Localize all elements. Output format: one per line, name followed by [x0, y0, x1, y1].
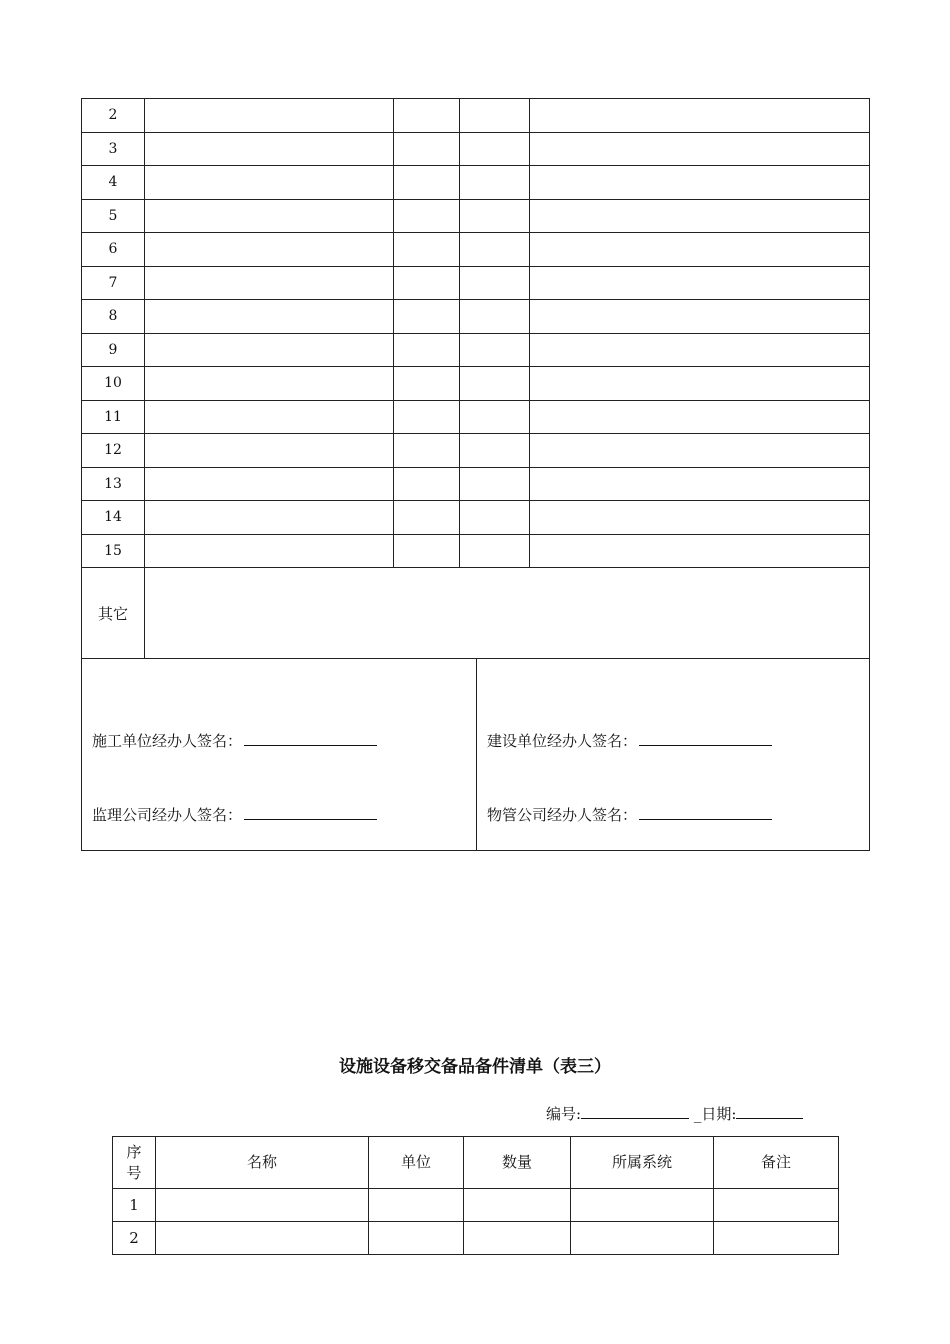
supervision-company-signature	[92, 804, 377, 825]
table-cell[interactable]	[394, 233, 460, 267]
table-cell[interactable]	[464, 1189, 571, 1222]
table-cell[interactable]	[460, 99, 530, 133]
table-cell[interactable]	[394, 400, 460, 434]
form3-meta	[546, 1103, 803, 1124]
table-cell[interactable]	[145, 467, 394, 501]
table-row	[82, 501, 870, 535]
table-cell[interactable]	[530, 534, 870, 568]
table-cell[interactable]	[530, 367, 870, 401]
table-row	[82, 99, 870, 133]
table-row	[82, 534, 870, 568]
table-cell[interactable]	[460, 199, 530, 233]
table-row	[82, 199, 870, 233]
row-number: 2	[82, 99, 145, 133]
header-unit: 单位	[369, 1137, 464, 1189]
table-row	[82, 400, 870, 434]
table-cell[interactable]	[460, 333, 530, 367]
row-number: 13	[82, 467, 145, 501]
table-cell[interactable]	[145, 166, 394, 200]
table-cell[interactable]	[530, 266, 870, 300]
construction-unit-signature-blank[interactable]	[244, 731, 377, 746]
building-unit-signature-blank[interactable]	[639, 731, 772, 746]
table-row	[82, 367, 870, 401]
table-cell[interactable]	[530, 467, 870, 501]
table-cell[interactable]	[394, 300, 460, 334]
table-cell[interactable]	[145, 99, 394, 133]
table-cell[interactable]	[530, 434, 870, 468]
number-label: 编号:	[546, 1105, 582, 1123]
table-cell[interactable]	[145, 434, 394, 468]
table-cell[interactable]	[369, 1222, 464, 1255]
table-row	[113, 1189, 839, 1222]
table-cell[interactable]	[156, 1222, 369, 1255]
table-cell[interactable]	[145, 367, 394, 401]
date-blank[interactable]	[736, 1104, 803, 1119]
row-number: 11	[82, 400, 145, 434]
table-cell[interactable]	[571, 1189, 714, 1222]
table-cell[interactable]	[530, 166, 870, 200]
row-number: 10	[82, 367, 145, 401]
table-cell[interactable]	[530, 199, 870, 233]
table-row	[82, 266, 870, 300]
signature-left-cell	[82, 659, 477, 851]
table-cell[interactable]	[460, 501, 530, 535]
table-cell[interactable]	[145, 400, 394, 434]
table-cell[interactable]	[530, 99, 870, 133]
table-cell[interactable]	[460, 132, 530, 166]
table-cell[interactable]	[530, 400, 870, 434]
row-number: 15	[82, 534, 145, 568]
row-number: 14	[82, 501, 145, 535]
building-unit-signature	[487, 730, 772, 751]
row-number: 2	[113, 1222, 156, 1255]
table-cell[interactable]	[460, 300, 530, 334]
table-cell[interactable]	[145, 534, 394, 568]
table-row	[113, 1222, 839, 1255]
table-cell[interactable]	[460, 534, 530, 568]
table-cell[interactable]	[394, 534, 460, 568]
row-number: 3	[82, 132, 145, 166]
other-row	[82, 568, 870, 659]
table-cell[interactable]	[530, 300, 870, 334]
table-cell[interactable]	[394, 434, 460, 468]
header-remark: 备注	[714, 1137, 839, 1189]
signature-right-cell	[477, 659, 870, 851]
header-name: 名称	[156, 1137, 369, 1189]
table-cell[interactable]	[394, 333, 460, 367]
table-cell[interactable]	[156, 1189, 369, 1222]
table-row	[82, 333, 870, 367]
table-cell[interactable]	[394, 132, 460, 166]
table-row	[82, 434, 870, 468]
building-unit-signature-label: 建设单位经办人签名：	[487, 732, 638, 750]
table-cell[interactable]	[369, 1189, 464, 1222]
supervision-company-signature-blank[interactable]	[244, 805, 377, 820]
table-cell[interactable]	[571, 1222, 714, 1255]
row-number: 8	[82, 300, 145, 334]
row-number: 9	[82, 333, 145, 367]
table-cell[interactable]	[394, 266, 460, 300]
table-cell[interactable]	[145, 501, 394, 535]
table-row	[82, 300, 870, 334]
table-cell[interactable]	[145, 333, 394, 367]
property-company-signature-blank[interactable]	[639, 805, 772, 820]
table-cell[interactable]	[394, 166, 460, 200]
supervision-company-signature-label: 监理公司经办人签名：	[92, 806, 243, 824]
row-number: 7	[82, 266, 145, 300]
other-content-cell[interactable]	[145, 568, 870, 659]
table-cell[interactable]	[145, 266, 394, 300]
table-cell[interactable]	[460, 467, 530, 501]
form3-title: 设施设备移交备品备件清单（表三）	[339, 1057, 611, 1077]
table-cell[interactable]	[460, 367, 530, 401]
table-cell[interactable]	[464, 1222, 571, 1255]
table-cell[interactable]	[714, 1189, 839, 1222]
table-cell[interactable]	[394, 99, 460, 133]
table-cell[interactable]	[460, 166, 530, 200]
other-label: 其它	[82, 568, 145, 659]
table-row	[82, 467, 870, 501]
table-cell[interactable]	[530, 501, 870, 535]
table-cell[interactable]	[145, 199, 394, 233]
construction-unit-signature	[92, 730, 377, 751]
property-company-signature-label: 物管公司经办人签名：	[487, 806, 638, 824]
date-label: _日期:	[693, 1105, 737, 1123]
table-row	[82, 166, 870, 200]
table-cell[interactable]	[530, 333, 870, 367]
table-cell[interactable]	[530, 233, 870, 267]
construction-unit-signature-label: 施工单位经办人签名：	[92, 732, 243, 750]
row-number: 6	[82, 233, 145, 267]
table-cell[interactable]	[145, 233, 394, 267]
table-cell[interactable]	[394, 501, 460, 535]
table-row	[82, 233, 870, 267]
table-cell[interactable]	[460, 266, 530, 300]
table-cell[interactable]	[460, 233, 530, 267]
row-number: 12	[82, 434, 145, 468]
table-row	[82, 132, 870, 166]
header-system: 所属系统	[571, 1137, 714, 1189]
table-cell[interactable]	[460, 434, 530, 468]
table-cell[interactable]	[145, 300, 394, 334]
table-cell[interactable]	[394, 199, 460, 233]
table-cell[interactable]	[145, 132, 394, 166]
row-number: 1	[113, 1189, 156, 1222]
header-quantity: 数量	[464, 1137, 571, 1189]
property-company-signature	[487, 804, 772, 825]
number-blank[interactable]	[581, 1104, 689, 1119]
equipment-table-continued	[81, 98, 870, 659]
row-number: 4	[82, 166, 145, 200]
table-cell[interactable]	[714, 1222, 839, 1255]
signature-section	[81, 659, 870, 851]
spare-parts-table	[112, 1136, 839, 1255]
header-seq: 序号	[113, 1137, 156, 1189]
row-number: 5	[82, 199, 145, 233]
table-cell[interactable]	[394, 367, 460, 401]
table-cell[interactable]	[394, 467, 460, 501]
spare-parts-header-row	[113, 1137, 839, 1189]
table-cell[interactable]	[530, 132, 870, 166]
table-cell[interactable]	[460, 400, 530, 434]
